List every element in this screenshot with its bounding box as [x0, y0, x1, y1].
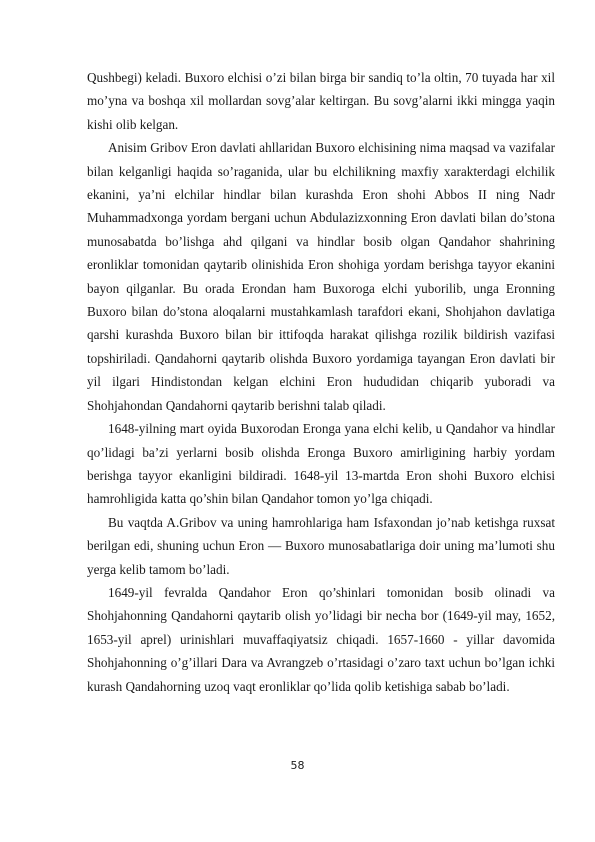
body-text	[87, 66, 555, 698]
paragraph-3: 1648-yilning mart oyida Buxorodan Eronga yana elchi kelib, u Qandahor va hindlar qo’lidagi ba’zi yerlarni bosib olishda Eronga Buxoro amirligining harbiy yordam berishga tayyor ekanligini bildiradi. 1648-yil 13-martda Eron shohi Buxoro elchisi hamrohligida katta qo’shin bilan Qandahor tomon yo’lga chiqadi.	[87, 421, 555, 507]
paragraph-4: Bu vaqtda A.Gribov va uning hamrohlariga ham Isfaxondan jo’nab ketishga ruxsat berilgan edi, shuning uchun Eron — Buxoro munosabatlariga doir uning ma’lumoti shu yerga kelib tamom bo’ladi.	[87, 514, 555, 577]
page-number: 58	[290, 759, 305, 772]
paragraph-5: 1649-yil fevralda Qandahor Eron qo’shinlari tomonidan bosib olinadi va Shohjahonning Qandahorni qaytarib olish yo’lidagi bir necha bor (1649-yil may, 1652, 1653-yil aprel) urinishlari muvaffaqiyatsiz chiqadi. 1657-1660 - yillar davomida Shohjahonning o’g’illari Dara va Avrangzeb o’rtasidagi o’zaro taxt uchun bo’lgan ichki kurash Qandahorning uzoq vaqt eronliklar qo’lida qolib ketishiga sabab bo’ladi.	[87, 584, 555, 694]
paragraph-1: Qushbegi) keladi. Buxoro elchisi o’zi bilan birga bir sandiq to’la oltin, 70 tuyada har xil mo’yna va boshqa xil mollardan sovg’alar keltirgan. Bu sovg’alarni ikki mingga yaqin kishi olib kelgan.	[87, 70, 555, 132]
paragraph-2: Anisim Gribov Eron davlati ahllaridan Buxoro elchisining nima maqsad va vazifalar bilan kelganligi haqida so’raganida, ular bu elchilikning maxfiy xarakterdagi elchilik ekanini, ya’ni elchilar hindlar bilan kurashda Eron shohi Abbos II ning Nadr Muhammadxonga yordam bergani uchun Abdulazizxonning Eron davlati bilan do’stona munosabatda bo’lishga ahd qilgani va hindlar bosib olgan Qandahor shahrining eronliklar tomonidan qaytarib olinishida Eron shohiga yordam berishga tayyor ekanini bayon qilganlar. Bu orada Erondan ham Buxoroga elchi yuborilib, unga Eronning Buxoro bilan do’stona aloqalarni mustahkamlash tarafdori ekani, Shohjahon davlatiga qarshi kurashda Buxoro bilan bir ittifoqda harakat qilishga rozilik bildirish vazifasi topshiriladi. Qandahorni qaytarib olishda Buxoro yordamiga tayangan Eron davlati bir yil ilgari Hindistondan kelgan elchini Eron hududidan chiqarib yuboradi va Shohjahondan Qandahorni qaytarib berishni talab qiladi.	[87, 140, 555, 413]
